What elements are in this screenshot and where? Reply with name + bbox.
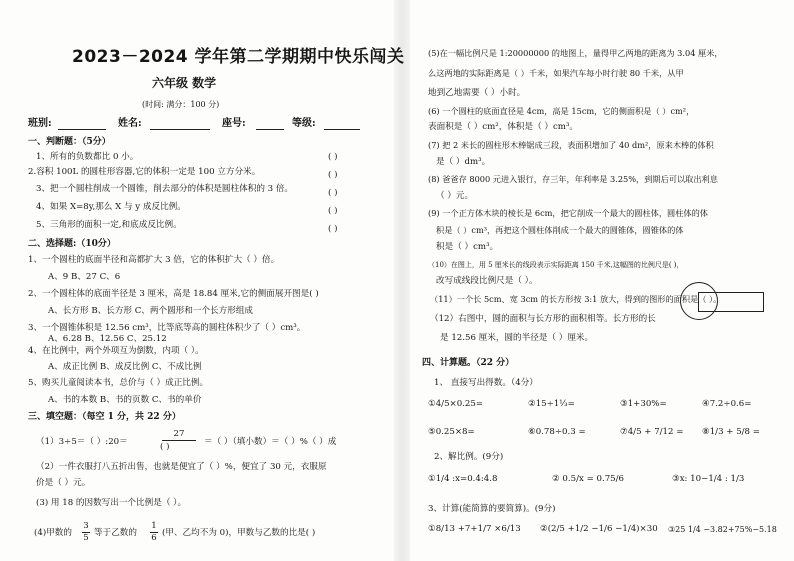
name-label: 姓名: bbox=[118, 118, 142, 129]
calc1-item-3: ③1+30%= bbox=[620, 399, 667, 409]
fill-q1-denominator[interactable]: ( ) bbox=[160, 442, 170, 452]
fill-q6-line2: 表面积是（ ）cm²，体积是（ ）cm³。 bbox=[428, 122, 578, 132]
rectangle-figure bbox=[698, 292, 764, 312]
class-label: 班别: bbox=[28, 118, 52, 129]
seat-label: 座号: bbox=[222, 118, 246, 129]
choice-q4-options: A、成正比例 B、成反比例 C、不成比例 bbox=[48, 362, 202, 372]
section-judge-title: 一、判断题：（5分） bbox=[28, 137, 111, 147]
choice-q5: 5、购买儿童阅读本书，总价与（ ）成正比例。 bbox=[28, 378, 209, 388]
judge-answer-4[interactable]: ( ) bbox=[328, 206, 338, 216]
section-calc-title: 四、计算题。（22 分） bbox=[422, 358, 515, 368]
judge-item-1: 1、所有的负数都比 0 小。 bbox=[36, 152, 139, 162]
calc1-item-6: ⑥0.78÷0.3 = bbox=[528, 427, 586, 437]
judge-item-2: 2.容积 100L 的圆柱形容器,它的体积一定是 100 立方分米。 bbox=[28, 167, 261, 177]
fill-q4-start: (4)甲数的 bbox=[34, 528, 72, 538]
fill-q4-den2: 6 bbox=[151, 533, 157, 543]
fill-q9-line3: 积是（ ）cm³。 bbox=[436, 242, 499, 252]
fill-q1-numerator: 27 bbox=[162, 429, 196, 441]
fill-q5-line1: (5)在一幅比例尺是 1:20000000 的地图上，量得甲乙两地的距离为 3.04 厘米， bbox=[428, 48, 723, 58]
fill-q1-start: （1）3÷5＝（ ）:20＝ bbox=[36, 437, 128, 447]
class-field[interactable] bbox=[58, 118, 106, 129]
time-note: (时间: 满分：100 分) bbox=[142, 100, 220, 109]
fill-q2: （2）一件衣服打八五折出售，也就是便宜了（ ）%，便宜了 30 元，衣服原 bbox=[36, 462, 327, 472]
fill-q11: （11）一个长 5cm、宽 3cm 的长方形按 3:1 放大，得到的图形的面积是（ ）。 bbox=[430, 294, 722, 304]
fill-q5-line2: 么这两地的实际距离是（ ）千米，如果汽车每小时行驶 80 千米，从甲 bbox=[428, 68, 684, 78]
choice-q1-options: A、9 B、27 C、6 bbox=[48, 272, 121, 282]
seat-field[interactable] bbox=[256, 118, 284, 130]
fill-q4-den1: 5 bbox=[83, 533, 89, 543]
page-fold bbox=[394, 0, 410, 561]
fill-q8-line2: （ ）元。 bbox=[436, 191, 474, 201]
fill-q5-line3: 地到乙地需要（ ）小时。 bbox=[428, 88, 526, 98]
judge-item-5: 5、三角形的面积一定,和底成反比例。 bbox=[36, 220, 182, 230]
calc1-item-1: ①4/5×0.25= bbox=[428, 399, 484, 409]
fill-q2-line2: 价是（ ）元。 bbox=[36, 478, 91, 488]
fill-q1-end: ＝（ ）（填小数）＝（ ）%（ ）成 bbox=[204, 437, 337, 447]
judge-answer-3[interactable]: ( ) bbox=[328, 188, 338, 198]
grade-label: 等级: bbox=[292, 118, 316, 129]
fill-q12-line2: 是 12.56 厘米，圆的半径是（ ）厘米。 bbox=[440, 333, 594, 343]
calc3-item-2: ②(2/5 +1/2 −1/6 −1/4)×30 bbox=[540, 524, 658, 534]
calc1-item-7: ⑦4/5 + 7/12 = bbox=[620, 427, 684, 437]
calc2-item-2: ② 0.5/x = 0.75/6 bbox=[552, 474, 625, 484]
calc-part1-title: 1、 直接写出得数。（4分） bbox=[434, 378, 538, 388]
choice-q3-options: A、6.28 B、12.56 C、25.12 bbox=[48, 334, 167, 344]
calc1-item-8: ⑧1/3 + 5/8 = bbox=[702, 427, 760, 437]
grade-field[interactable] bbox=[324, 118, 360, 130]
choice-q2-options: A、长方形 B、长方形 C、两个圆形和一个长方形组成 bbox=[48, 306, 254, 316]
choice-q4: 4、在比例中，两个外项互为倒数，内项（ ）。 bbox=[28, 346, 204, 356]
fill-q4-end: (甲、乙均不为 0)，甲数与乙数的比是( ) bbox=[162, 528, 316, 538]
fill-q12: （12）右图中，圆的面积与长方形的面积相等。长方形的长 bbox=[430, 314, 656, 324]
calc1-item-5: ⑤0.25×8= bbox=[428, 427, 475, 437]
judge-answer-1[interactable]: ( ) bbox=[328, 152, 338, 162]
choice-q3: 3、一个圆锥体积是 12.56 cm³，比等底等高的圆柱体积少了（ ）cm³。 bbox=[28, 323, 306, 333]
fill-q4-num2: 1 bbox=[151, 521, 157, 531]
calc-part2-title: 2、解比例。(9分) bbox=[434, 452, 504, 462]
choice-q2: 2、一个圆柱体的底面半径是 3 厘米，高是 18.84 厘米,它的侧面展开图是( ) bbox=[28, 289, 319, 299]
fill-q10-line2: 改写成线段比例尺是（ ）。 bbox=[436, 276, 538, 286]
fill-q10: （10）在图上，用 5 厘米长的线段表示实际距离 150 千米,这幅图的比例尺是( )， bbox=[428, 261, 684, 269]
choice-q1: 1、一个圆柱的底面半径和高都扩大 3 倍，它的体积扩大（ ）倍。 bbox=[28, 255, 280, 265]
section-fill-title: 三、填空题：（每空 1 分，共 22 分） bbox=[28, 412, 181, 422]
fill-q4-num1: 3 bbox=[83, 521, 89, 531]
calc3-item-1: ①8/13 +7+1/7 ×6/13 bbox=[428, 524, 521, 534]
fill-q4-mid: 等于乙数的 bbox=[94, 528, 137, 538]
fill-q7-line2: 是（ ）dm³。 bbox=[436, 157, 491, 167]
choice-q5-options: A、书的本数 B、书的页数 C、书的单价 bbox=[48, 395, 202, 405]
fill-q9-line2: 积是（ ）cm³，再把这个圆柱体削成一个最大的圆锥体，圆锥体的体 bbox=[436, 225, 684, 235]
fill-q9: (9) 一个正方体木块的棱长是 6cm，把它削成一个最大的圆柱体，圆柱体的体 bbox=[428, 208, 708, 218]
judge-answer-5[interactable]: ( ) bbox=[328, 224, 338, 234]
calc1-item-4: ④7.2÷0.6= bbox=[702, 399, 752, 409]
calc2-item-3: ③x: 10−1/4 : 1/3 bbox=[672, 474, 745, 484]
calc2-item-1: ①1/4 :x=0.4:4.8 bbox=[428, 474, 498, 484]
calc-part3-title: 3、计算(能简算的要简算)。(9分) bbox=[428, 504, 556, 514]
calc1-item-2: ②15÷1⅓= bbox=[528, 399, 575, 409]
judge-item-3: 3、把一个圆柱削成一个圆锥，削去部分的体积是圆柱体积的 3 倍。 bbox=[36, 184, 294, 194]
exam-title: 2023－2024 学年第二学期期中快乐闯关 bbox=[72, 47, 405, 67]
exam-subtitle: 六年级 数学 bbox=[152, 76, 217, 90]
section-choice-title: 二、选择题:（10分） bbox=[28, 239, 116, 249]
judge-item-4: 4、如果 X=8y,那么 X 与 y 成反比例。 bbox=[36, 202, 186, 212]
name-field[interactable] bbox=[150, 118, 210, 130]
judge-answer-2[interactable]: ( ) bbox=[328, 170, 338, 180]
fill-q6-line1: (6) 一个圆柱的底面直径是 4cm，高是 15cm，它的侧面积是（ ）cm²， bbox=[428, 106, 695, 116]
calc3-item-3: ③25 1/4 −3.82+75%−5.18 bbox=[668, 525, 777, 534]
fill-q7: (7) 把 2 米长的圆柱形木棒锯成三段，表面积增加了 40 dm²，原来木棒的体积 bbox=[428, 140, 714, 150]
fill-q3: (3) 用 18 的因数写出一个比例是（ ）。 bbox=[36, 498, 187, 508]
fill-q8: (8) 爸爸存 8000 元进入银行，存三年，年利率是 3.25%，到期后可以取出利息 bbox=[428, 174, 718, 184]
